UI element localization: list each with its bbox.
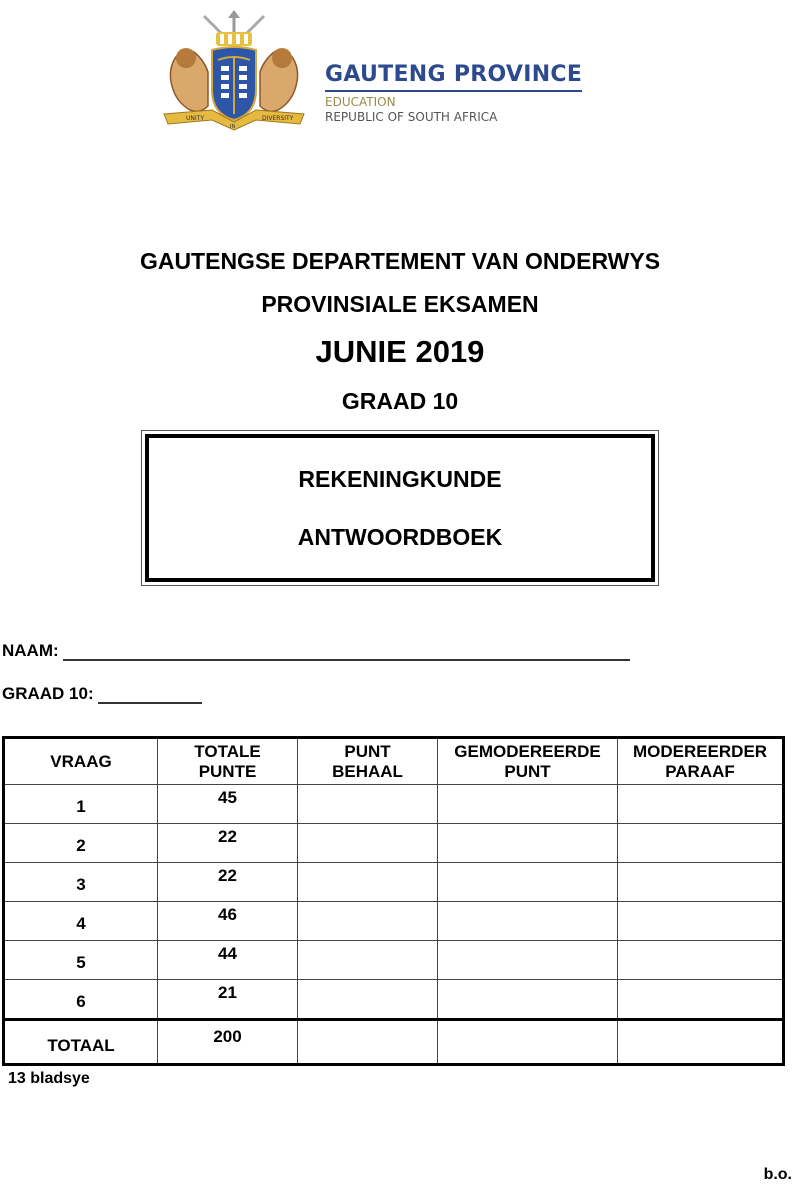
- table-row: [4, 980, 784, 1020]
- moderated-marks-cell[interactable]: [438, 941, 618, 980]
- header-question: VRAAG: [4, 738, 158, 785]
- table-header-row: [4, 738, 784, 785]
- subject-box-inner: [145, 434, 655, 582]
- table-row: [4, 902, 784, 941]
- table-row: [4, 824, 784, 863]
- booklet-title: ANTWOORDBOEK: [297, 524, 503, 550]
- header-marks-obtained: PUNT BEHAAL: [298, 738, 438, 785]
- marks-obtained-cell[interactable]: [298, 941, 438, 980]
- moderator-initials-cell[interactable]: [618, 902, 784, 941]
- subject-box: [141, 430, 659, 586]
- logo-subtitle-education: EDUCATION: [325, 95, 396, 109]
- question-number: 1: [4, 785, 158, 824]
- table-row: [4, 941, 784, 980]
- moderated-marks-cell[interactable]: [438, 824, 618, 863]
- total-marks: 44: [158, 941, 298, 980]
- total-initials-cell[interactable]: [618, 1020, 784, 1065]
- exam-heading: PROVINSIALE EKSAMEN: [261, 291, 539, 317]
- session-heading: JUNIE 2019: [315, 334, 485, 369]
- question-number: 5: [4, 941, 158, 980]
- total-marks: 21: [158, 980, 298, 1020]
- marks-obtained-cell[interactable]: [298, 863, 438, 902]
- grade-heading: GRAAD 10: [341, 388, 459, 414]
- grade-label: GRAAD 10:: [2, 684, 94, 703]
- name-input-line[interactable]: [63, 641, 630, 661]
- marks-obtained-cell[interactable]: [298, 824, 438, 863]
- logo-subtitle-country: REPUBLIC OF SOUTH AFRICA: [325, 110, 498, 124]
- table-row: [4, 863, 784, 902]
- total-label: TOTAAL: [4, 1020, 158, 1065]
- marks-obtained-cell[interactable]: [298, 785, 438, 824]
- total-marks: 22: [158, 863, 298, 902]
- department-heading: GAUTENGSE DEPARTEMENT VAN ONDERWYS: [139, 248, 661, 274]
- coat-of-arms-icon: [154, 10, 314, 132]
- header-moderator-initials: MODEREERDER PARAAF: [618, 738, 784, 785]
- moderated-marks-cell[interactable]: [438, 785, 618, 824]
- svg-text:DIVERSITY: DIVERSITY: [262, 115, 294, 122]
- grade-field: [2, 684, 202, 704]
- marks-table: [2, 736, 785, 1066]
- name-field: [2, 641, 630, 661]
- gauteng-education-logo: [150, 6, 600, 136]
- marks-obtained-cell[interactable]: [298, 980, 438, 1020]
- marks-obtained-cell[interactable]: [298, 902, 438, 941]
- header-total-marks: TOTALE PUNTE: [158, 738, 298, 785]
- question-number: 6: [4, 980, 158, 1020]
- total-marks: 46: [158, 902, 298, 941]
- table-total-row: [4, 1020, 784, 1065]
- question-number: 2: [4, 824, 158, 863]
- logo-text: [325, 62, 582, 125]
- moderator-initials-cell[interactable]: [618, 863, 784, 902]
- moderated-marks-cell[interactable]: [438, 902, 618, 941]
- subject-title: REKENINGKUNDE: [298, 466, 502, 492]
- grand-total-marks: 200: [158, 1020, 298, 1065]
- moderator-initials-cell[interactable]: [618, 941, 784, 980]
- question-number: 3: [4, 863, 158, 902]
- moderator-initials-cell[interactable]: [618, 824, 784, 863]
- header-moderated-marks: GEMODEREERDE PUNT: [438, 738, 618, 785]
- name-label: NAAM:: [2, 641, 59, 660]
- total-marks: 22: [158, 824, 298, 863]
- grade-input-line[interactable]: [98, 684, 202, 704]
- page-count: 13 bladsye: [8, 1070, 90, 1087]
- moderated-marks-cell[interactable]: [438, 980, 618, 1020]
- total-moderated-cell[interactable]: [438, 1020, 618, 1065]
- please-turn-over: b.o.: [763, 1166, 792, 1183]
- table-row: [4, 785, 784, 824]
- moderated-marks-cell[interactable]: [438, 863, 618, 902]
- total-marks: 45: [158, 785, 298, 824]
- logo-title: GAUTENG PROVINCE: [325, 62, 582, 92]
- total-obtained-cell[interactable]: [298, 1020, 438, 1065]
- svg-text:UNITY: UNITY: [186, 115, 204, 122]
- question-number: 4: [4, 902, 158, 941]
- svg-text:IN: IN: [230, 124, 236, 130]
- moderator-initials-cell[interactable]: [618, 785, 784, 824]
- moderator-initials-cell[interactable]: [618, 980, 784, 1020]
